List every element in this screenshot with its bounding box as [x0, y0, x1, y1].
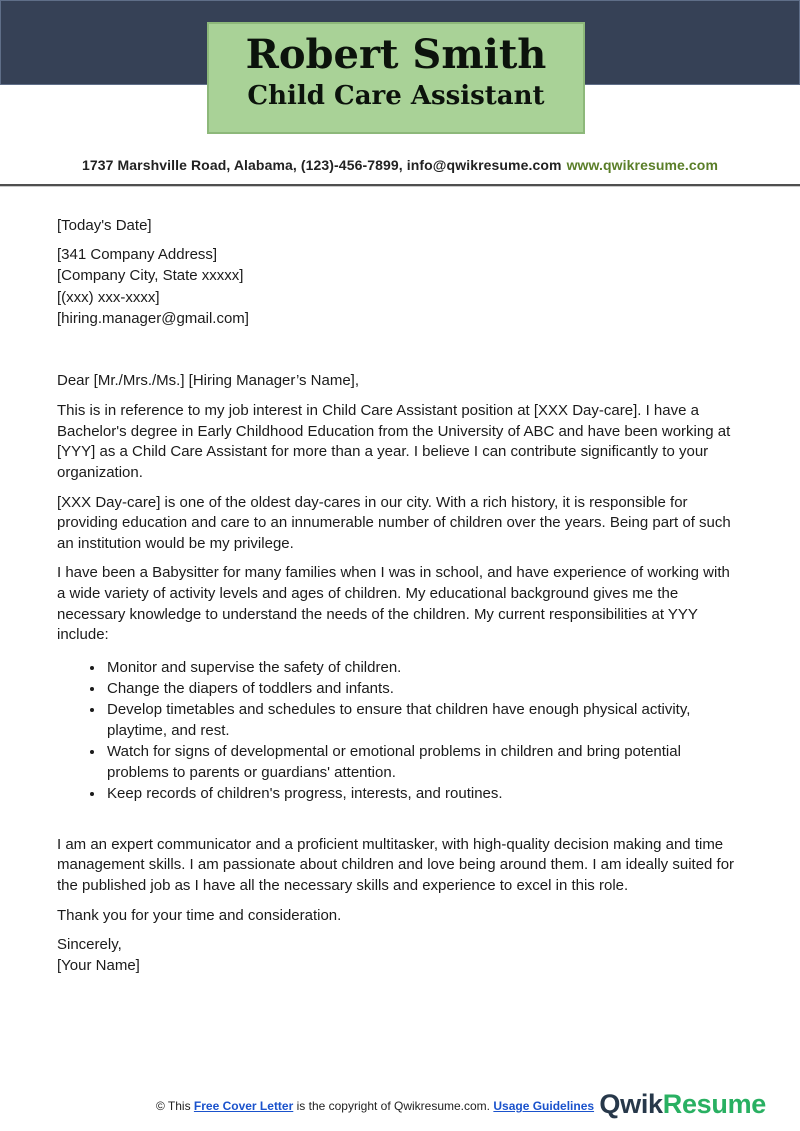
- paragraph-company: [XXX Day-care] is one of the oldest day-cares in our city. With a rich history, it is responsible for providing education and care to an innumerable number of children over the years. Being part of such an institution would be my privilege.: [57, 493, 731, 552]
- logo-text-resume: Resume: [662, 1089, 766, 1119]
- website-link[interactable]: www.qwikresume.com: [566, 157, 719, 173]
- contact-line: [0, 157, 800, 173]
- list-item: • Watch for signs of developmental or emotional problems in children and bring potential problems to parents or guardians' attention.: [105, 741, 741, 783]
- address-line: [hiring.manager@gmail.com]: [57, 310, 249, 328]
- contact-info: 1737 Marshville Road, Alabama, (123)-456-7899, info@qwikresume.com: [81, 157, 562, 173]
- recipient-address-block: [57, 244, 741, 330]
- list-item: • Change the diapers of toddlers and infants.: [105, 678, 741, 699]
- paragraph-experience: I have been a Babysitter for many families when I was in school, and have experience of working with a wide variety of activity levels and ages of children. My educational background gives me the necessary knowledge to understand the needs of the children. My current responsibilities at YYY include:: [57, 564, 730, 644]
- date-line: [Today's Date]: [57, 217, 152, 234]
- copyright-middle: is the copyright of Qwikresume.com.: [293, 1099, 494, 1113]
- usage-guidelines-link[interactable]: Usage Guidelines: [493, 1099, 595, 1113]
- copyright-prefix: © This: [155, 1099, 194, 1113]
- paragraph-closing: I am an expert communicator and a proficient multitasker, with high-quality decision making and time management skills. I am passionate about children and love being around them. I am ideally suited for the published job as I have all the necessary skills and experience to excel in this role.: [57, 835, 735, 894]
- free-cover-letter-link[interactable]: Free Cover Letter: [193, 1099, 294, 1113]
- job-title: Child Care Assistant: [247, 81, 545, 111]
- address-line: [(xxx) xxx-xxxx]: [57, 288, 160, 306]
- paragraph-intro: This is in reference to my job interest in Child Care Assistant position at [XXX Day-care]. I have a Bachelor's degree in Early Childhood Education from the University of ABC and have been working at [YYY] as a Child Care Assistant for more than a year. I believe I can contribute significantly to your organization.: [57, 402, 731, 481]
- signoff-block: [57, 935, 741, 976]
- candidate-name: Robert Smith: [245, 31, 547, 78]
- letter-body: [57, 216, 741, 976]
- paragraph-thanks: Thank you for your time and consideration.: [57, 906, 342, 924]
- signature: [Your Name]: [57, 956, 140, 974]
- header-divider: [0, 184, 800, 187]
- address-line: [341 Company Address]: [57, 245, 218, 263]
- list-item: • Keep records of children's progress, interests, and routines.: [105, 783, 741, 804]
- signoff: Sincerely,: [57, 936, 122, 954]
- salutation: Dear [Mr./Mrs./Ms.] [Hiring Manager’s Name],: [57, 371, 360, 389]
- list-item: • Develop timetables and schedules to ensure that children have enough physical activity, playtime, and rest.: [105, 699, 741, 741]
- logo-text-qwik: Qwik: [599, 1089, 663, 1119]
- list-item: • Monitor and supervise the safety of children.: [105, 657, 741, 678]
- name-box: [207, 22, 585, 134]
- responsibilities-list: [57, 657, 741, 804]
- qwikresume-logo[interactable]: [599, 1089, 766, 1120]
- address-line: [Company City, State xxxxx]: [57, 267, 244, 285]
